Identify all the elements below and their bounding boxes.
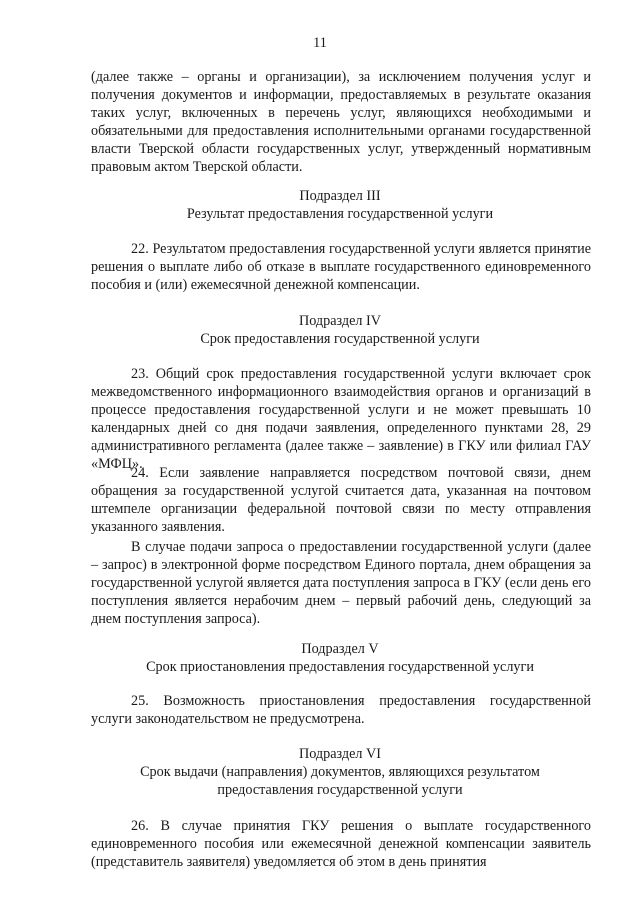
paragraph-22: 22. Результатом предоставления государственной услуги является принятие решения о выплате либо об отказе в выплате государственного единовременного пособия и (или) ежемесячной денежной компенсации. bbox=[91, 241, 591, 293]
paragraph-24-continued: В случае подачи запроса о предоставлении государственной услуги (далее – запрос) в электронной форме посредством Единого портала, днем обращения за государственной услугой является дата поступления запроса в ГКУ (если день его поступления является нерабочим днем – первый рабочий день, следующий за днем поступления запроса). bbox=[91, 539, 591, 627]
paragraph-continued: (далее также – органы и организации), за исключением получения услуг и получения документов и информации, предоставляемых в результате оказания таких услуг, включенных в перечень услуг, являющихся необходимыми и обязательными для предоставления исполнительными органами государственной власти Тверской области государственных услуг, утвержденный нормативным правовым актом Тверской области. bbox=[91, 69, 591, 175]
subsection-5-label: Подраздел V bbox=[301, 641, 379, 657]
paragraph-25: 25. Возможность приостановления предоставления государственной услуги законодательством не предусмотрена. bbox=[91, 693, 591, 727]
subsection-5-title: Срок приостановления предоставления государственной услуги bbox=[146, 659, 534, 675]
paragraph-23: 23. Общий срок предоставления государственной услуги включает срок межведомственного информационного взаимодействия органов и организаций в процессе предоставления государственной услуги и не может превышать 10 календарных дней со дня подачи заявления, определенного пунктами 28, 29 административного регламента (далее также – заявление) в ГКУ или филиал ГАУ «МФЦ». bbox=[91, 366, 591, 472]
paragraph-24: 24. Если заявление направляется посредством почтовой связи, днем обращения за государственной услугой считается дата, указанная на почтовом штемпеле организации федеральной почтовой связи по месту отправления указанного заявления. bbox=[91, 465, 591, 535]
subsection-3-label: Подраздел III bbox=[299, 188, 381, 204]
paragraph-26: 26. В случае принятия ГКУ решения о выплате государственного единовременного пособия или ежемесячной денежной компенсации заявитель (представитель заявителя) уведомляется об этом в день принятия bbox=[91, 818, 591, 870]
subsection-6-label: Подраздел VI bbox=[298, 746, 381, 762]
subsection-4-title: Срок предоставления государственной услуги bbox=[200, 331, 480, 347]
subsection-4-label: Подраздел IV bbox=[298, 313, 381, 329]
subsection-3-title: Результат предоставления государственной услуги bbox=[186, 206, 494, 222]
subsection-6-title-line-2: предоставления государственной услуги bbox=[217, 782, 463, 798]
subsection-6-title-line-1: Срок выдачи (направления) документов, являющихся результатом bbox=[140, 764, 540, 780]
page-number: 11 bbox=[313, 35, 327, 51]
